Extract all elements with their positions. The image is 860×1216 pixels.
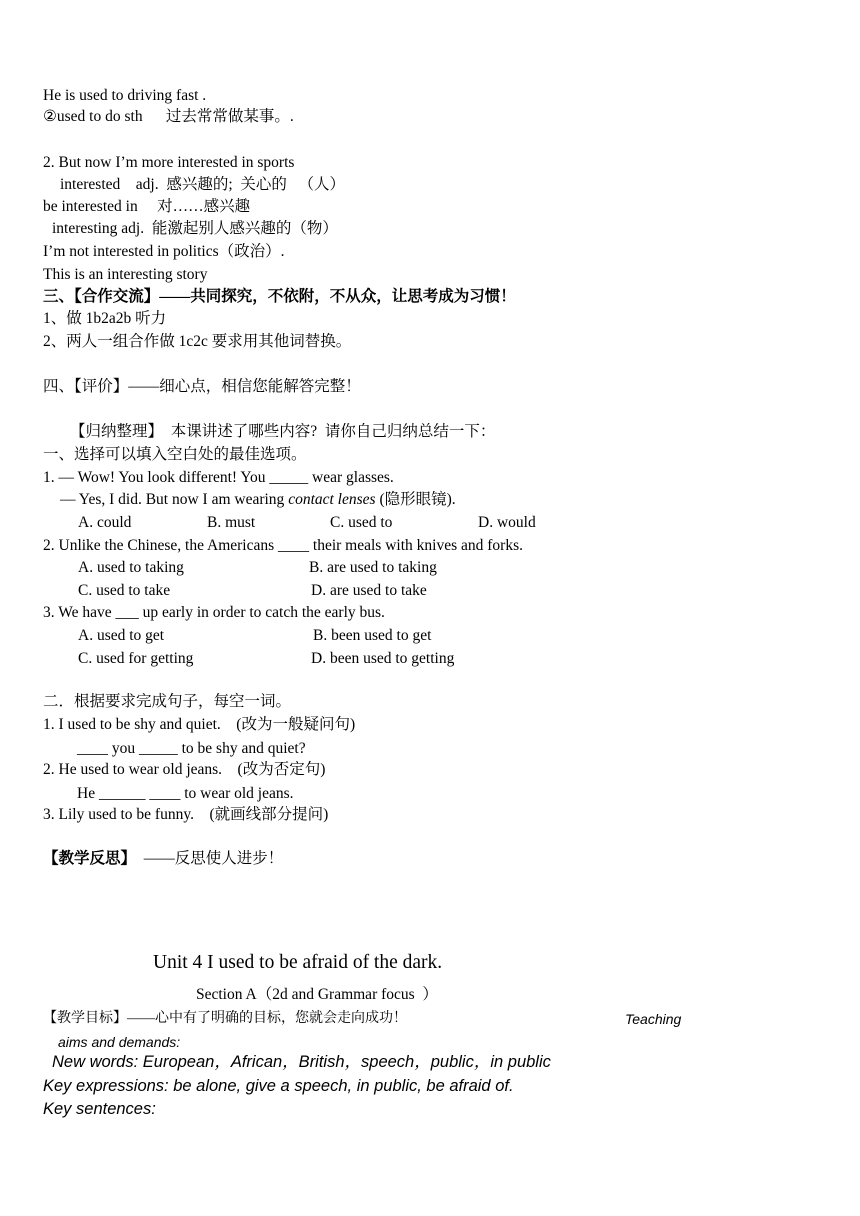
option: B. must	[207, 514, 256, 531]
question-2: 2. Unlike the Chinese, the Americans ____ their meals with knives and forks.	[43, 537, 523, 554]
option: A. used to get	[78, 627, 165, 644]
part-2-title: 二．根据要求完成句子，每空一词。	[43, 693, 292, 710]
section-title: Section A（2d and Grammar focus ）	[196, 986, 438, 1003]
teaching-label: Teaching	[625, 1011, 682, 1027]
key-sentences: Key sentences:	[43, 1100, 156, 1118]
new-words: New words: European，African，British，speech，public，in public	[52, 1053, 551, 1071]
option: C. used to	[330, 514, 393, 531]
part-1-title: 一、选择可以填入空白处的最佳选项。	[43, 446, 307, 463]
example-sentence: I’m not interested in politics（政治）.	[43, 243, 285, 260]
evaluation-heading: 四、【评价】——细心点，相信您能解答完整！	[43, 378, 361, 395]
interested-definition: interested adj. 感兴趣的; 关心的 （人）	[60, 176, 345, 193]
interesting-definition: interesting adj. 能激起别人感兴趣的（物）	[52, 220, 338, 237]
question-1-response: — Yes, I did. But now I am wearing contact lenses (隐形眼镜).	[60, 491, 456, 508]
option: B. are used to taking	[309, 559, 437, 576]
unit-title: Unit 4 I used to be afraid of the dark.	[153, 952, 443, 973]
option: A. used to taking	[78, 559, 184, 576]
be-interested-in-definition: be interested in 对……感兴趣	[43, 198, 251, 215]
reflection-heading: 【教学反思】 ——反思使人进步！	[43, 850, 284, 867]
question-1: 1. — Wow! You look different! You _____ wear glasses.	[43, 469, 394, 486]
sentence-task: 3. Lily used to be funny. (就画线部分提问)	[43, 806, 329, 823]
teaching-goal-heading: 【教学目标】——心中有了明确的目标，您就会走向成功！	[43, 1011, 407, 1026]
example-sentence: This is an interesting story	[43, 266, 208, 283]
option: C. used for getting	[78, 650, 194, 667]
sentence-task: 1. I used to be shy and quiet. (改为一般疑问句)	[43, 716, 356, 733]
option: C. used to take	[78, 582, 171, 599]
sentence-blank: He ______ ____ to wear old jeans.	[77, 785, 294, 802]
cooperation-item: 1、做 1b2a2b 听力	[43, 310, 167, 327]
cooperation-item: 2、两人一组合作做 1c2c 要求用其他词替换。	[43, 333, 352, 350]
option: D. been used to getting	[311, 650, 455, 667]
usage-point-used-to-do: ②used to do sth 过去常常做某事。.	[43, 108, 294, 125]
question-3: 3. We have ___ up early in order to catch the early bus.	[43, 604, 385, 621]
summary-prompt: 【归纳整理】 本课讲述了哪些内容? 请你自己归纳总结一下：	[70, 423, 496, 440]
sentence-blank: ____ you _____ to be shy and quiet?	[77, 740, 306, 757]
cooperation-heading: 三、【合作交流】——共同探究，不依附，不从众，让思考成为习惯！	[43, 288, 516, 305]
aims-label: aims and demands:	[58, 1034, 181, 1050]
point-2-title: 2. But now I’m more interested in sports	[43, 154, 295, 171]
option: D. would	[478, 514, 536, 531]
option: B. been used to get	[313, 627, 432, 644]
option: D. are used to take	[311, 582, 427, 599]
option: A. could	[78, 514, 132, 531]
example-sentence: He is used to driving fast .	[43, 87, 207, 104]
sentence-task: 2. He used to wear old jeans. (改为否定句)	[43, 761, 326, 778]
key-expressions: Key expressions: be alone, give a speech, in public, be afraid of.	[43, 1077, 514, 1095]
